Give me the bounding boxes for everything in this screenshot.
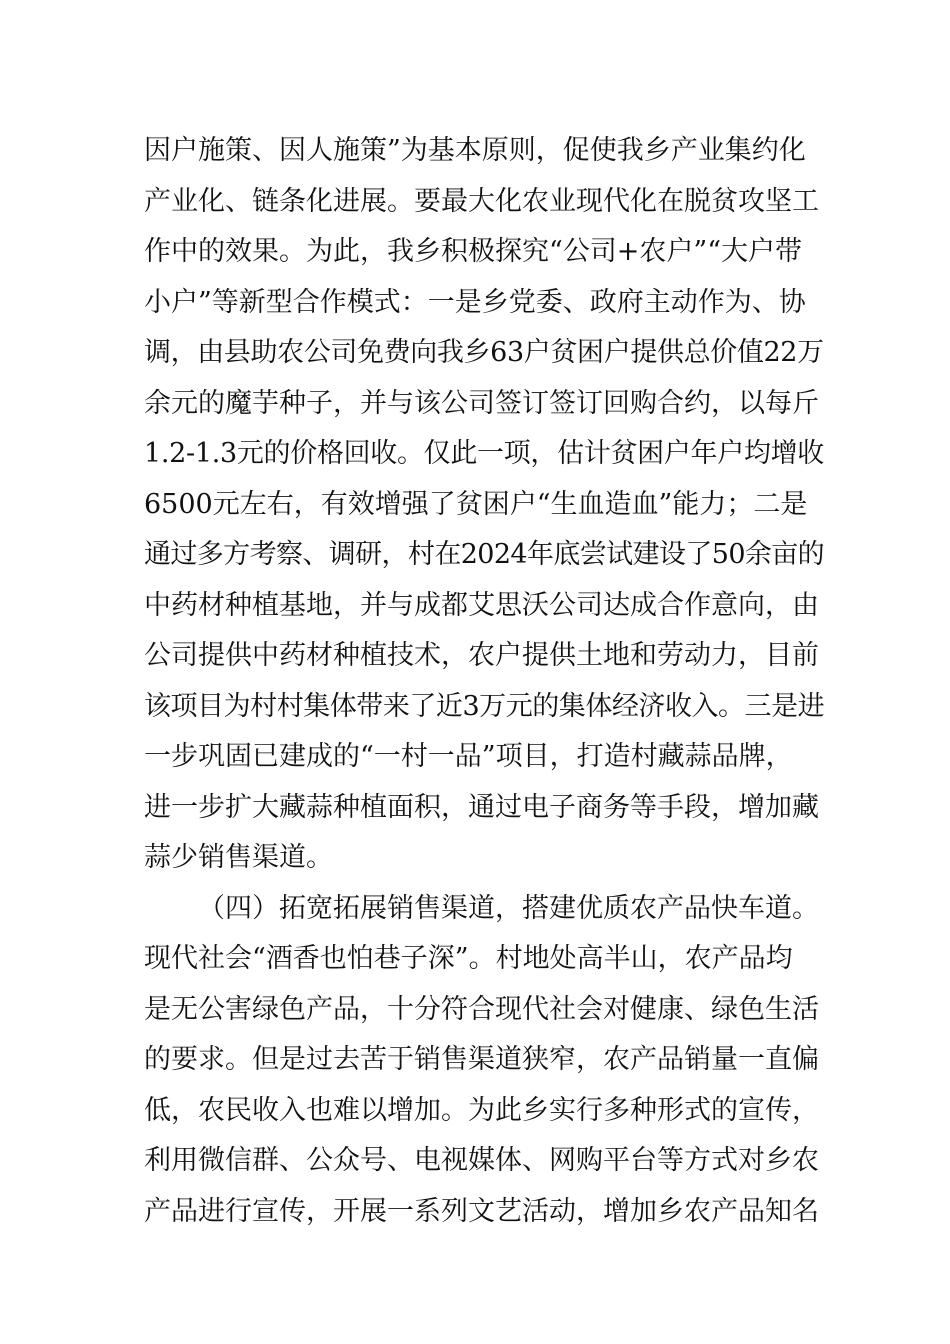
body-text xyxy=(144,126,824,1237)
text-line: 是无公害绿色产品，十分符合现代社会对健康、绿色生活 xyxy=(144,993,819,1025)
text-line: 蒜少销售渠道。 xyxy=(144,842,333,873)
section-heading: （四）拓宽拓展销售渠道，搭建优质农产品快车道。 xyxy=(198,892,819,924)
text-line: 该项目为村村集体带来了近3万元的集体经济收入。三是进 xyxy=(144,690,825,722)
text-line: 的要求。但是过去苦于销售渠道狭窄，农产品销量一直偏 xyxy=(144,1044,819,1075)
text-line: 公司提供中药材种植技术，农户提供土地和劳动力，目前 xyxy=(144,640,819,671)
text-line: 进一步扩大藏蒜种植面积，通过电子商务等手段，增加藏 xyxy=(144,791,819,823)
text-line: 余元的魔芋种子，并与该公司签订签订回购合约，以每斤 xyxy=(144,387,819,419)
text-line: 低，农民收入也难以增加。为此乡实行多种形式的宣传， xyxy=(144,1094,819,1126)
text-line: 产品进行宣传，开展一系列文艺活动，增加乡农产品知名 xyxy=(144,1195,819,1227)
text-line: 小户”等新型合作模式：一是乡党委、政府主动作为、协 xyxy=(144,286,806,318)
text-line: 现代社会“酒香也怕巷子深”。村地处高半山，农产品均 xyxy=(144,943,793,974)
text-line: 1.2-1.3元的价格回收。仅此一项，估计贫困户年户均增收 xyxy=(144,438,825,469)
text-line: 作中的效果。为此，我乡积极探究“公司+农户”“大户带 xyxy=(144,236,803,267)
text-line: 调，由县助农公司免费向我乡63户贫困户提供总价值22万 xyxy=(144,337,824,368)
text-line: 中药材种植基地，并与成都艾思沃公司达成合作意向，由 xyxy=(144,589,819,621)
text-line: 一步巩固已建成的“一村一品”项目，打造村藏蒜品牌， xyxy=(144,741,793,772)
text-line: 通过多方考察、调研，村在2024年底尝试建设了50余亩的 xyxy=(144,539,825,570)
text-line: 利用微信群、公众号、电视媒体、网购平台等方式对乡农 xyxy=(144,1145,819,1176)
text-line: 产业化、链条化进展。要最大化农业现代化在脱贫攻坚工 xyxy=(144,185,819,217)
text-line: 因户施策、因人施策”为基本原则，促使我乡产业集约化 xyxy=(144,135,806,166)
text-line: 6500元左右，有效增强了贫困户“生血造血”能力；二是 xyxy=(144,488,808,520)
